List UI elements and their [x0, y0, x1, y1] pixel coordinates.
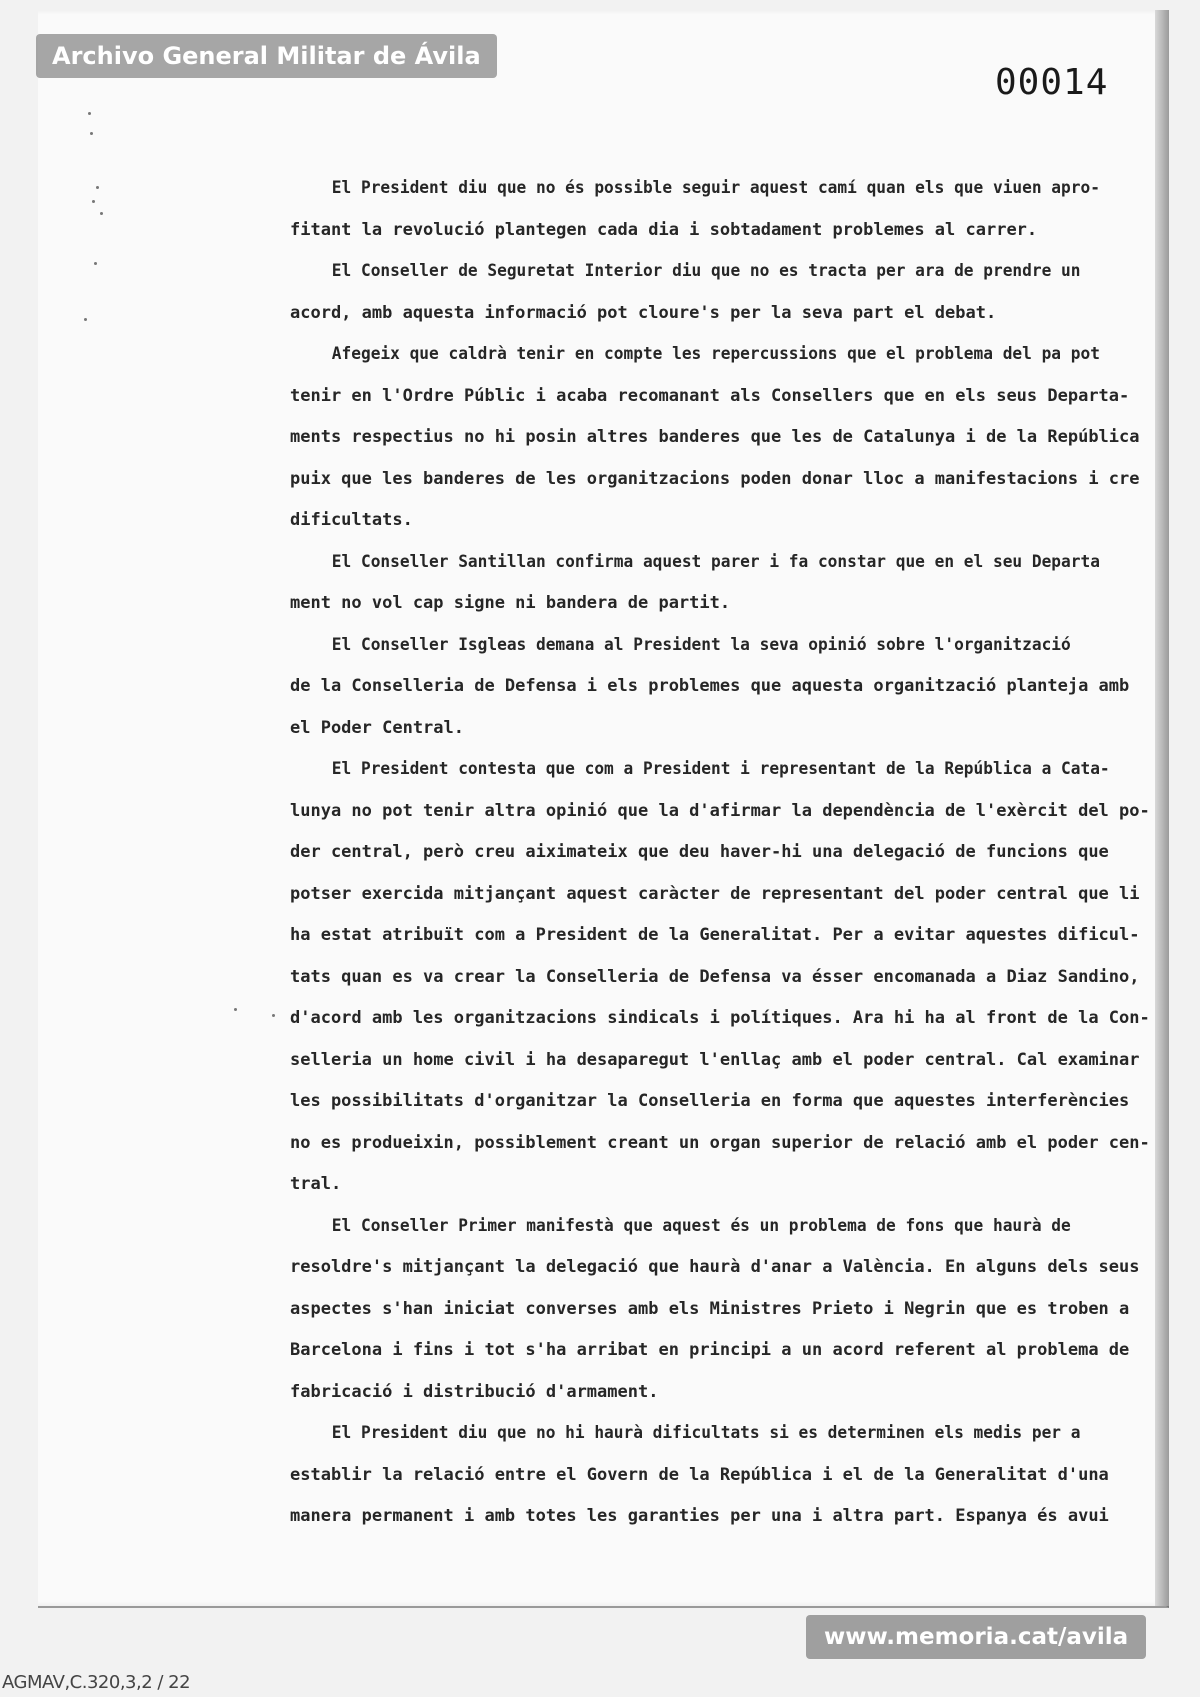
text-line: lunya no pot tenir altra opinió que la d'afirmar la dependència de l'exèrcit del po- [290, 800, 1150, 821]
text-line: el Poder Central. [290, 717, 464, 738]
paragraph-1 [290, 168, 1170, 251]
text-line: ha estat atribuït com a President de la Generalitat. Per a evitar aquestes dificul- [290, 925, 1140, 945]
archive-reference: AGMAV,C.320,3,2 / 22 [2, 1672, 191, 1693]
text-line: acord, amb aquesta informació pot cloure's per la seva part el debat. [290, 302, 997, 323]
text-line: fabricació i distribució d'armament. [290, 1381, 659, 1402]
archive-watermark-label: Archivo General Militar de Ávila [36, 34, 497, 78]
text-line: dificultats. [290, 510, 413, 530]
paragraph-8 [290, 1413, 1170, 1538]
text-line: El President diu que no és possible seguir aquest camí quan els que viuen apro- [331, 178, 1100, 198]
text-line: selleria un home civil i ha desaparegut l'enllaç amb el poder central. Cal examinar [290, 1049, 1140, 1070]
text-line: no es produeixin, possiblement creant un organ superior de relació amb el poder cen- [290, 1132, 1150, 1153]
text-line: El President contesta que com a President i representant de la República a Cata- [331, 759, 1110, 779]
text-line: resoldre's mitjançant la delegació que haurà d'anar a València. En alguns dels seus [290, 1257, 1140, 1277]
text-line: tenir en l'Ordre Públic i acaba recomanant als Consellers que en els seus Departa- [290, 385, 1130, 406]
text-line: fitant la revolució plantegen cada dia i sobtadament problemes al carrer. [290, 219, 1038, 240]
text-line: ments respectius no hi posin altres banderes que les de Catalunya i de la República [290, 427, 1140, 447]
text-line: El Conseller Isgleas demana al President la seva opinió sobre l'organització [331, 634, 1071, 655]
text-line: establir la relació entre el Govern de la República i el de la Generalitat d'una [290, 1464, 1109, 1485]
text-line: der central, però creu aiximateix que deu haver-hi una delegació de funcions que [290, 842, 1109, 862]
text-line: potser exercida mitjançant aquest caràcter de representant del poder central que li [290, 883, 1140, 904]
paragraph-3 [290, 334, 1170, 542]
text-line: El Conseller Primer manifestà que aquest és un problema de fons que haurà de [331, 1215, 1071, 1236]
text-line: les possibilitats d'organitzar la Conselleria en forma que aquestes interferències [290, 1091, 1130, 1111]
text-line: ment no vol cap signe ni bandera de partit. [290, 593, 731, 613]
paragraph-6 [290, 749, 1170, 1206]
paragraph-7 [290, 1206, 1170, 1414]
text-line: manera permanent i amb totes les garanties per una i altra part. Espanya és avui [290, 1506, 1109, 1526]
text-line: de la Conselleria de Defensa i els problemes que aquesta organització planteja amb [290, 676, 1130, 696]
document-body [290, 168, 1170, 1538]
text-line: Barcelona i fins i tot s'ha arribat en principi a un acord referent al problema de [290, 1340, 1130, 1360]
source-url-label: www.memoria.cat/avila [806, 1615, 1146, 1659]
paragraph-4 [290, 542, 1170, 625]
text-line: puix que les banderes de les organitzacions poden donar lloc a manifestacions i cre [290, 468, 1140, 489]
text-line: El President diu que no hi haurà dificultats si es determinen els medis per a [331, 1423, 1081, 1443]
text-line: El Conseller Santillan confirma aquest parer i fa constar que en el seu Departa [331, 551, 1100, 572]
text-line: d'acord amb les organitzacions sindicals i polítiques. Ara hi ha al front de la Con- [290, 1008, 1150, 1028]
paragraph-5 [290, 625, 1170, 750]
text-line: tral. [290, 1174, 342, 1194]
text-line: tats quan es va crear la Conselleria de Defensa va ésser encomanada a Diaz Sandino, [290, 966, 1140, 987]
paragraph-2 [290, 251, 1170, 334]
text-line: El Conseller de Seguretat Interior diu que no es tracta per ara de prendre un [331, 261, 1081, 281]
text-line: aspectes s'han iniciat converses amb els Ministres Prieto i Negrin que es troben a [290, 1298, 1130, 1319]
text-line: Afegeix que caldrà tenir en compte les repercussions que el problema del pa pot [331, 344, 1100, 364]
folio-number: 00014 [995, 62, 1109, 103]
